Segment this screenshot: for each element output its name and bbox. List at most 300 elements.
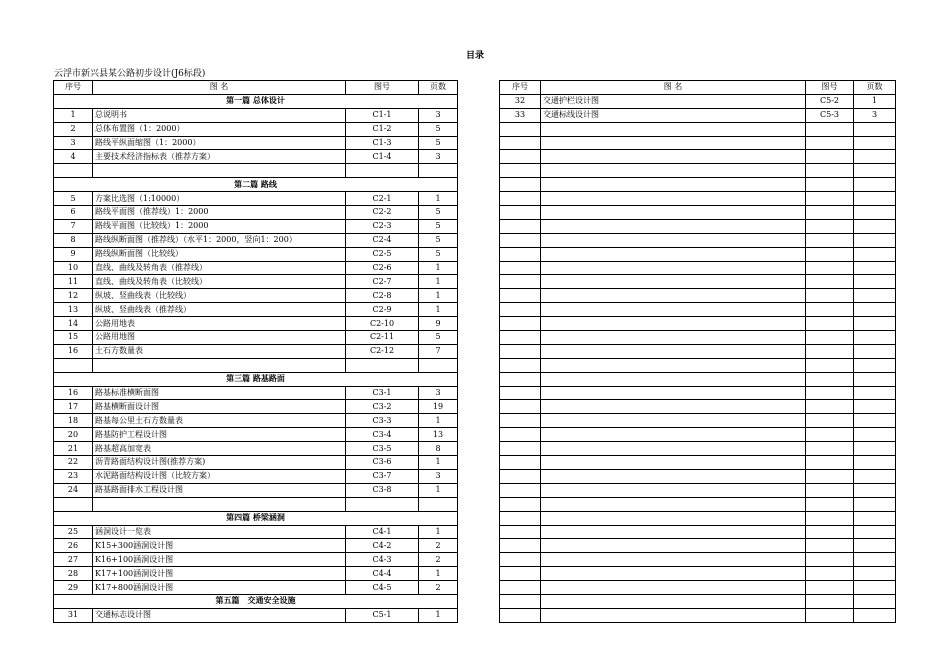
empty-cell [854,247,896,261]
section-header-row [54,594,458,608]
cell-pages: 5 [419,331,458,345]
table-row [54,136,458,150]
cell-name: 主要技术经济指标表（推荐方案） [93,150,346,164]
empty-cell [806,539,854,553]
empty-cell [541,400,806,414]
empty-cell [500,164,541,178]
empty-cell [806,261,854,275]
header-code: 图号 [806,81,854,95]
cell-no: 17 [54,400,93,414]
empty-cell [854,442,896,456]
cell-pages: 1 [419,192,458,206]
cell-code: C2-8 [346,289,419,303]
empty-cell [806,428,854,442]
cell-name: 路基路面排水工程设计图 [93,483,346,497]
cell-name: 方案比选图（1:10000） [93,192,346,206]
table-row [54,400,458,414]
section-title: 第二篇 路线 [54,178,458,192]
empty-cell [541,525,806,539]
empty-cell [500,122,541,136]
empty-cell [806,136,854,150]
cell-no: 12 [54,289,93,303]
empty-cell [541,372,806,386]
table-row [54,414,458,428]
cell-no: 16 [54,344,93,358]
cell-no: 33 [500,108,541,122]
empty-cell [806,608,854,622]
cell-no: 3 [54,136,93,150]
empty-row [500,539,896,553]
empty-cell [806,456,854,470]
cell-no: 16 [54,386,93,400]
empty-cell [806,511,854,525]
cell-name: 直线、曲线及转角表（比较线） [93,275,346,289]
cell-name: 纵坡、竖曲线表（比较线） [93,289,346,303]
empty-row [500,594,896,608]
empty-cell [854,428,896,442]
empty-cell [541,567,806,581]
empty-cell [854,233,896,247]
table-row [54,192,458,206]
empty-cell [541,178,806,192]
empty-cell [806,122,854,136]
empty-cell [806,386,854,400]
empty-cell [541,539,806,553]
empty-cell [854,608,896,622]
header-pages: 页数 [419,81,458,95]
empty-cell [541,192,806,206]
table-row [54,567,458,581]
empty-cell [854,456,896,470]
table-row [500,94,896,108]
cell-name: 路线平面图（推荐线）1：2000 [93,206,346,220]
empty-cell [806,150,854,164]
empty-row [54,164,458,178]
cell-code: C5-1 [346,608,419,622]
cell-name: 沥青路面结构设计图(推荐方案) [93,456,346,470]
empty-row [500,581,896,595]
empty-cell [854,525,896,539]
empty-cell [541,219,806,233]
empty-row [500,136,896,150]
cell-pages: 2 [419,553,458,567]
cell-pages: 1 [854,94,896,108]
cell-pages: 5 [419,136,458,150]
cell-code: C2-9 [346,303,419,317]
empty-cell [500,483,541,497]
cell-pages: 3 [419,386,458,400]
cell-name: 路基防护工程设计图 [93,428,346,442]
cell-no: 27 [54,553,93,567]
empty-cell [541,206,806,220]
empty-row [54,497,458,511]
empty-cell [854,219,896,233]
empty-row [500,206,896,220]
empty-cell [854,414,896,428]
empty-cell [500,331,541,345]
table-row [54,428,458,442]
cell-name: 路线平面图（比较线）1：2000 [93,219,346,233]
cell-name: K16+100涵洞设计图 [93,553,346,567]
empty-cell [854,539,896,553]
empty-cell [346,358,419,372]
empty-cell [854,553,896,567]
empty-cell [806,469,854,483]
empty-cell [541,150,806,164]
table-row [54,219,458,233]
empty-cell [541,122,806,136]
empty-cell [541,469,806,483]
empty-cell [419,358,458,372]
section-header-row [54,94,458,108]
empty-cell [854,581,896,595]
cell-code: C2-1 [346,192,419,206]
empty-cell [854,178,896,192]
empty-cell [806,414,854,428]
empty-cell [500,608,541,622]
empty-cell [541,594,806,608]
empty-cell [854,358,896,372]
cell-code: C3-2 [346,400,419,414]
header-no: 序号 [54,81,93,95]
table-header-row [54,81,458,95]
cell-pages: 3 [419,150,458,164]
empty-row [500,511,896,525]
empty-cell [854,331,896,345]
empty-cell [541,303,806,317]
empty-cell [541,553,806,567]
empty-row [500,233,896,247]
cell-code: C2-11 [346,331,419,345]
empty-cell [500,150,541,164]
table-row [54,108,458,122]
cell-no: 28 [54,567,93,581]
empty-cell [93,497,346,511]
table-row [54,608,458,622]
empty-cell [541,483,806,497]
empty-cell [346,164,419,178]
empty-row [500,275,896,289]
empty-cell [500,303,541,317]
cell-no: 8 [54,233,93,247]
cell-no: 24 [54,483,93,497]
empty-cell [541,456,806,470]
cell-code: C2-12 [346,344,419,358]
empty-cell [854,483,896,497]
empty-cell [541,317,806,331]
empty-cell [500,275,541,289]
project-subtitle: 云浮市新兴县某公路初步设计(J6标段) [54,69,206,79]
catalog-table-left [53,80,458,623]
cell-name: 涵洞设计一览表 [93,525,346,539]
cell-code: C3-6 [346,456,419,470]
empty-row [500,497,896,511]
empty-cell [541,428,806,442]
cell-pages: 3 [419,469,458,483]
table-row [54,206,458,220]
empty-row [500,525,896,539]
empty-cell [93,164,346,178]
empty-row [500,456,896,470]
empty-row [500,386,896,400]
empty-cell [541,344,806,358]
empty-row [500,331,896,345]
empty-cell [500,233,541,247]
table-header-row [500,81,896,95]
empty-row [500,192,896,206]
empty-row [500,567,896,581]
empty-row [54,358,458,372]
empty-cell [500,539,541,553]
table-row [54,261,458,275]
empty-cell [806,594,854,608]
cell-code: C4-1 [346,525,419,539]
cell-no: 2 [54,122,93,136]
empty-cell [541,386,806,400]
cell-pages: 1 [419,261,458,275]
cell-pages: 5 [419,247,458,261]
table-row [54,525,458,539]
empty-cell [541,358,806,372]
empty-cell [541,164,806,178]
table-row [54,553,458,567]
empty-row [500,247,896,261]
cell-no: 14 [54,317,93,331]
cell-pages: 1 [419,303,458,317]
header-name: 图 名 [93,81,346,95]
empty-cell [806,317,854,331]
cell-code: C4-5 [346,581,419,595]
section-header-row [54,372,458,386]
empty-cell [541,247,806,261]
cell-no: 22 [54,456,93,470]
table-row [54,456,458,470]
empty-cell [854,400,896,414]
empty-row [500,344,896,358]
empty-row [500,608,896,622]
cell-no: 25 [54,525,93,539]
table-row [54,247,458,261]
empty-cell [806,442,854,456]
empty-cell [806,344,854,358]
table-row [54,122,458,136]
cell-code: C3-1 [346,386,419,400]
cell-pages: 1 [419,289,458,303]
empty-cell [854,372,896,386]
empty-cell [500,247,541,261]
cell-code: C3-5 [346,442,419,456]
cell-name: 总说明书 [93,108,346,122]
section-header-row [54,178,458,192]
cell-code: C2-6 [346,261,419,275]
table-row [54,539,458,553]
cell-pages: 1 [419,525,458,539]
empty-row [500,358,896,372]
empty-cell [500,178,541,192]
empty-cell [806,358,854,372]
section-title: 第四篇 桥梁涵洞 [54,511,458,525]
cell-no: 5 [54,192,93,206]
cell-pages: 9 [419,317,458,331]
page-title: 目录 [465,51,484,61]
empty-cell [854,594,896,608]
cell-code: C1-1 [346,108,419,122]
empty-cell [500,206,541,220]
empty-cell [500,594,541,608]
cell-name: K15+300涵洞设计图 [93,539,346,553]
cell-name: 公路用地图 [93,331,346,345]
cell-code: C1-3 [346,136,419,150]
empty-row [500,317,896,331]
cell-code: C1-2 [346,122,419,136]
empty-cell [854,122,896,136]
cell-pages: 1 [419,414,458,428]
empty-cell [806,400,854,414]
cell-name: 路基横断面设计图 [93,400,346,414]
cell-no: 11 [54,275,93,289]
empty-row [500,178,896,192]
table-row [54,233,458,247]
empty-row [500,442,896,456]
cell-code: C2-5 [346,247,419,261]
cell-code: C3-3 [346,414,419,428]
cell-no: 4 [54,150,93,164]
cell-code: C3-7 [346,469,419,483]
empty-cell [541,331,806,345]
cell-name: 纵坡、竖曲线表（推荐线） [93,303,346,317]
table-row [54,581,458,595]
cell-code: C2-2 [346,206,419,220]
empty-cell [854,164,896,178]
empty-cell [806,178,854,192]
empty-cell [806,206,854,220]
table-row [54,317,458,331]
cell-code: C1-4 [346,150,419,164]
empty-row [500,261,896,275]
empty-row [500,289,896,303]
empty-row [500,428,896,442]
cell-pages: 13 [419,428,458,442]
empty-cell [500,317,541,331]
empty-cell [806,164,854,178]
cell-pages: 5 [419,219,458,233]
cell-code: C4-2 [346,539,419,553]
empty-cell [541,261,806,275]
empty-row [500,400,896,414]
empty-cell [854,136,896,150]
header-code: 图号 [346,81,419,95]
cell-no: 10 [54,261,93,275]
table-row [54,469,458,483]
empty-cell [806,192,854,206]
cell-name: K17+100涵洞设计图 [93,567,346,581]
cell-code: C2-3 [346,219,419,233]
section-header-row [54,511,458,525]
cell-no: 23 [54,469,93,483]
empty-cell [54,358,93,372]
empty-cell [500,414,541,428]
empty-cell [854,150,896,164]
cell-pages: 3 [854,108,896,122]
cell-code: C2-4 [346,233,419,247]
cell-name: 交通标志设计图 [93,608,346,622]
empty-cell [806,247,854,261]
table-row [54,483,458,497]
cell-code: C5-2 [806,94,854,108]
cell-name: 路基标准横断面图 [93,386,346,400]
cell-code: C3-8 [346,483,419,497]
cell-no: 31 [54,608,93,622]
empty-cell [854,317,896,331]
empty-cell [806,581,854,595]
empty-cell [500,219,541,233]
cell-name: 土石方数量表 [93,344,346,358]
cell-pages: 5 [419,206,458,220]
empty-cell [500,525,541,539]
empty-cell [500,289,541,303]
empty-row [500,372,896,386]
cell-pages: 5 [419,122,458,136]
empty-cell [500,344,541,358]
cell-name: 路线纵断面图（比较线） [93,247,346,261]
empty-cell [541,136,806,150]
section-title: 第三篇 路基路面 [54,372,458,386]
empty-cell [419,497,458,511]
cell-no: 21 [54,442,93,456]
cell-no: 7 [54,219,93,233]
empty-cell [806,303,854,317]
empty-cell [500,581,541,595]
empty-row [500,219,896,233]
empty-cell [854,192,896,206]
empty-cell [500,428,541,442]
empty-cell [854,206,896,220]
empty-cell [541,497,806,511]
cell-no: 20 [54,428,93,442]
empty-cell [541,414,806,428]
empty-cell [806,553,854,567]
cell-name: 总体布置图（1：2000） [93,122,346,136]
empty-cell [500,261,541,275]
cell-name: 直线、曲线及转角表（推荐线） [93,261,346,275]
empty-cell [500,372,541,386]
empty-cell [854,344,896,358]
empty-row [500,164,896,178]
cell-code: C4-3 [346,553,419,567]
empty-cell [806,275,854,289]
cell-no: 15 [54,331,93,345]
empty-cell [500,497,541,511]
empty-cell [806,567,854,581]
empty-cell [854,497,896,511]
cell-pages: 8 [419,442,458,456]
cell-pages: 2 [419,539,458,553]
cell-name: 路线平纵面缩图（1：2000） [93,136,346,150]
empty-row [500,414,896,428]
cell-code: C4-4 [346,567,419,581]
cell-pages: 19 [419,400,458,414]
cell-pages: 3 [419,108,458,122]
cell-no: 18 [54,414,93,428]
empty-cell [541,233,806,247]
empty-cell [500,358,541,372]
empty-cell [500,567,541,581]
empty-cell [806,289,854,303]
empty-cell [419,164,458,178]
cell-pages: 1 [419,483,458,497]
empty-cell [806,372,854,386]
cell-name: 路基每公里土石方数量表 [93,414,346,428]
